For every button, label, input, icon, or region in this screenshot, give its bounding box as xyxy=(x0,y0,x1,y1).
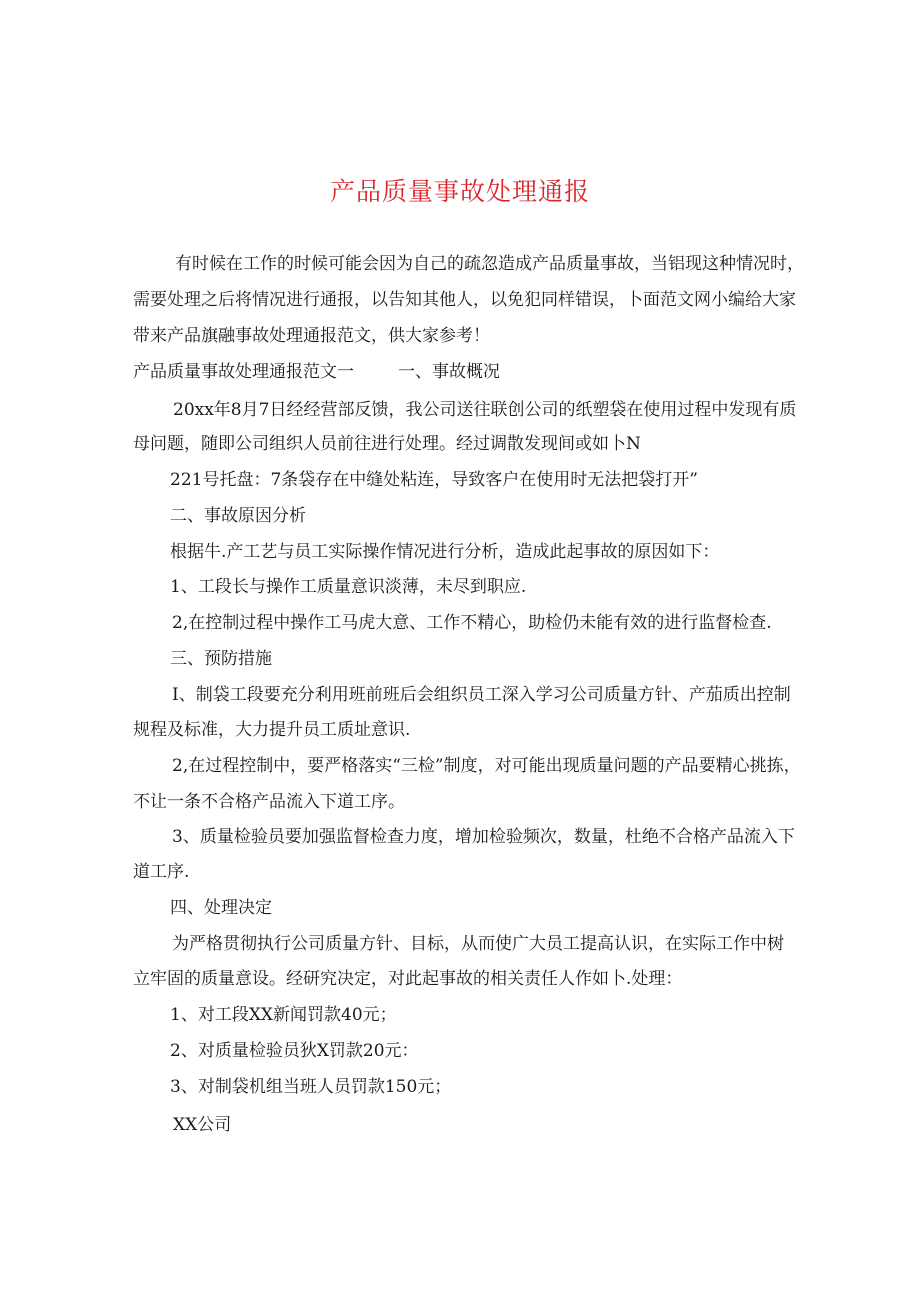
decision-line-2: 立牢固的质量意设。经研究决定，对此起事故的相关责任人作如卜.处理： xyxy=(133,969,683,989)
overview-heading: 一、事故概况 xyxy=(398,362,500,382)
prevention-heading: 三、预防措施 xyxy=(170,649,272,669)
cause-line-2: 1、工段长与操作工质量意识淡薄，未尽到职应. xyxy=(170,577,527,597)
intro-line-1: 有时候在工作的时候可能会因为自己的疏忽造成产品质量事故，当铝现这种情况时， xyxy=(175,254,804,274)
prevention-line-3: 2,在过程控制中，要严格落实“三检”制度，对可能出现质量问题的产品要精心挑拣， xyxy=(172,756,801,776)
decision-heading: 四、处理决定 xyxy=(170,898,272,918)
document-title: 产品质量事故处理通报 xyxy=(329,177,590,206)
prevention-line-4: 不让一条不合格产品流入下道工序。 xyxy=(133,792,405,812)
prevention-line-5: 3、质量检验员要加强监督检查力度，增加检验频次，数量，杜绝不合格产品流入下 xyxy=(172,827,795,847)
intro-line-3: 带来产品旗融事故处理通报范文，供大家参考！ xyxy=(133,326,490,346)
decision-line-4: 2、对质量检验员狄X罚款20元： xyxy=(170,1041,419,1061)
cause-line-1: 根据牛.产工艺与员工实际操作情况进行分析，造成此起事故的原因如下： xyxy=(170,542,720,562)
overview-line-2: 母问题，随即公司组织人员前往进行处理。经过调散发现间或如卜N xyxy=(133,434,641,454)
overview-line-3: 221号托盘：7条袋存在中缝处粘连，导致客户在使用时无法把袋打开” xyxy=(170,470,698,490)
cause-line-3: 2,在控制过程中操作工马虎大意、工作不精心，助检仍未能有效的进行监督检查. xyxy=(172,613,772,633)
prevention-line-1: I、制袋工段要充分利用班前班后会组织员工深入学习公司质量方针、产茄质出控制 xyxy=(172,685,791,705)
sample-heading: 产品质量事故处理通报范文一 xyxy=(133,362,354,382)
prevention-line-6: 道工序. xyxy=(133,862,190,882)
prevention-line-2: 规程及标准，大力提升员工质址意识. xyxy=(133,720,411,740)
decision-line-1: 为严格贯彻执行公司质量方针、目标，从而使广大员工提高认识，在实际工作中树 xyxy=(172,934,784,954)
overview-line-1: 20xx年8月7日经经营部反馈，我公司送往联创公司的纸塑袋在使用过程中发现有质 xyxy=(173,400,797,420)
signature: XX公司 xyxy=(173,1115,232,1135)
decision-line-5: 3、对制袋机组当班人员罚款150元； xyxy=(170,1077,452,1097)
intro-line-2: 需要处理之后将情况进行通报，以告知其他人，以免犯同样错误，卜面范文网小编给大家 xyxy=(133,290,796,310)
cause-heading: 二、事故原因分析 xyxy=(170,506,306,526)
decision-line-3: 1、对工段XX新闻罚款40元； xyxy=(170,1005,397,1025)
